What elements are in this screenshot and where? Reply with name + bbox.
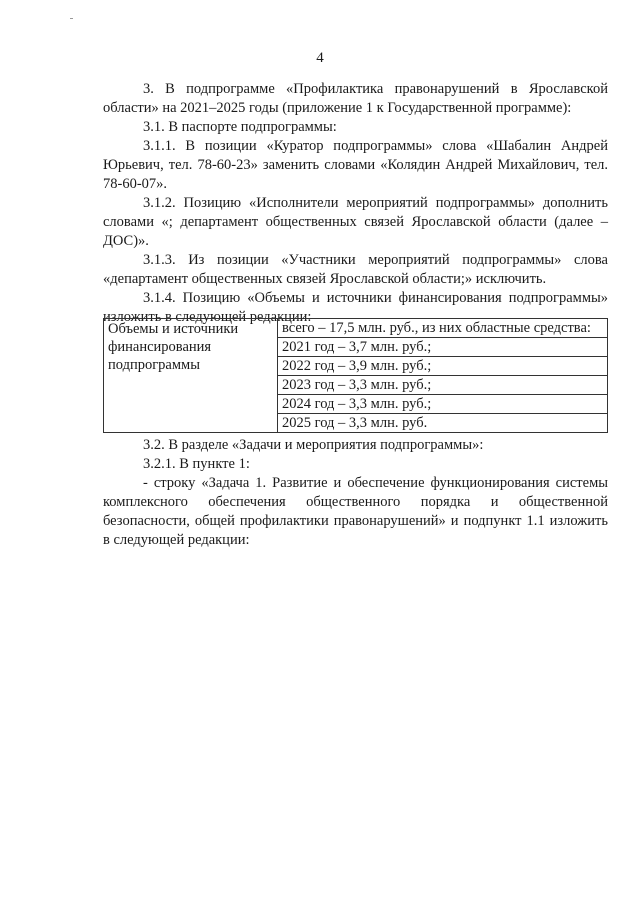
paragraph-3-1-2: 3.1.2. Позицию «Исполнители мероприятий подпрограммы» дополнить словами «; департамент общественных связей Ярославской области (далее – ДОС)». xyxy=(103,195,608,249)
section-3-2-text xyxy=(103,436,608,550)
paragraph-3-2: 3.2. В разделе «Задачи и мероприятия подпрограммы»: xyxy=(143,437,484,453)
financing-values-cell xyxy=(278,319,608,433)
paragraph-3-1-1: 3.1.1. В позиции «Куратор подпрограммы» слова «Шабалин Андрей Юрьевич, тел. 78-60-23» заменить словами «Колядин Андрей Михайлович, тел. 78-60-07». xyxy=(103,138,608,192)
financing-year-2023: 2023 год – 3,3 млн. руб.; xyxy=(278,376,607,395)
section-3-text xyxy=(103,80,608,327)
paragraph-3-2-1: 3.2.1. В пункте 1: xyxy=(143,456,250,472)
financing-label-cell: Объемы и источники финансирования подпрограммы xyxy=(104,319,278,433)
financing-year-2022: 2022 год – 3,9 млн. руб.; xyxy=(278,357,607,376)
financing-total: всего – 17,5 млн. руб., из них областные средства: xyxy=(278,319,607,338)
table-row xyxy=(104,319,608,433)
financing-year-2025: 2025 год – 3,3 млн. руб. xyxy=(282,415,428,431)
paragraph-3-1: 3.1. В паспорте подпрограммы: xyxy=(143,119,337,135)
paragraph-3-1-4: 3.1.4. Позицию «Объемы и источники финансирования подпрограммы» изложить в следующей редакции: xyxy=(103,290,608,325)
paragraph-3-1-3: 3.1.3. Из позиции «Участники мероприятий подпрограммы» слова «департамент общественных связей Ярославской области;» исключить. xyxy=(103,252,608,287)
financing-year-2024: 2024 год – 3,3 млн. руб.; xyxy=(278,395,607,414)
paragraph-task-1: - строку «Задача 1. Развитие и обеспечение функционирования системы комплексного обеспечения общественного порядка и общественной безопасности, общей профилактики правонарушений» и подпункт 1.1 изложить в следующей редакции: xyxy=(103,475,608,548)
financing-table xyxy=(103,318,608,433)
scan-mark xyxy=(70,18,73,19)
page-number: 4 xyxy=(316,50,324,66)
financing-year-2021: 2021 год – 3,7 млн. руб.; xyxy=(278,338,607,357)
paragraph-3: 3. В подпрограмме «Профилактика правонарушений в Ярославской области» на 2021–2025 годы (приложение 1 к Государственной программе): xyxy=(103,81,608,116)
